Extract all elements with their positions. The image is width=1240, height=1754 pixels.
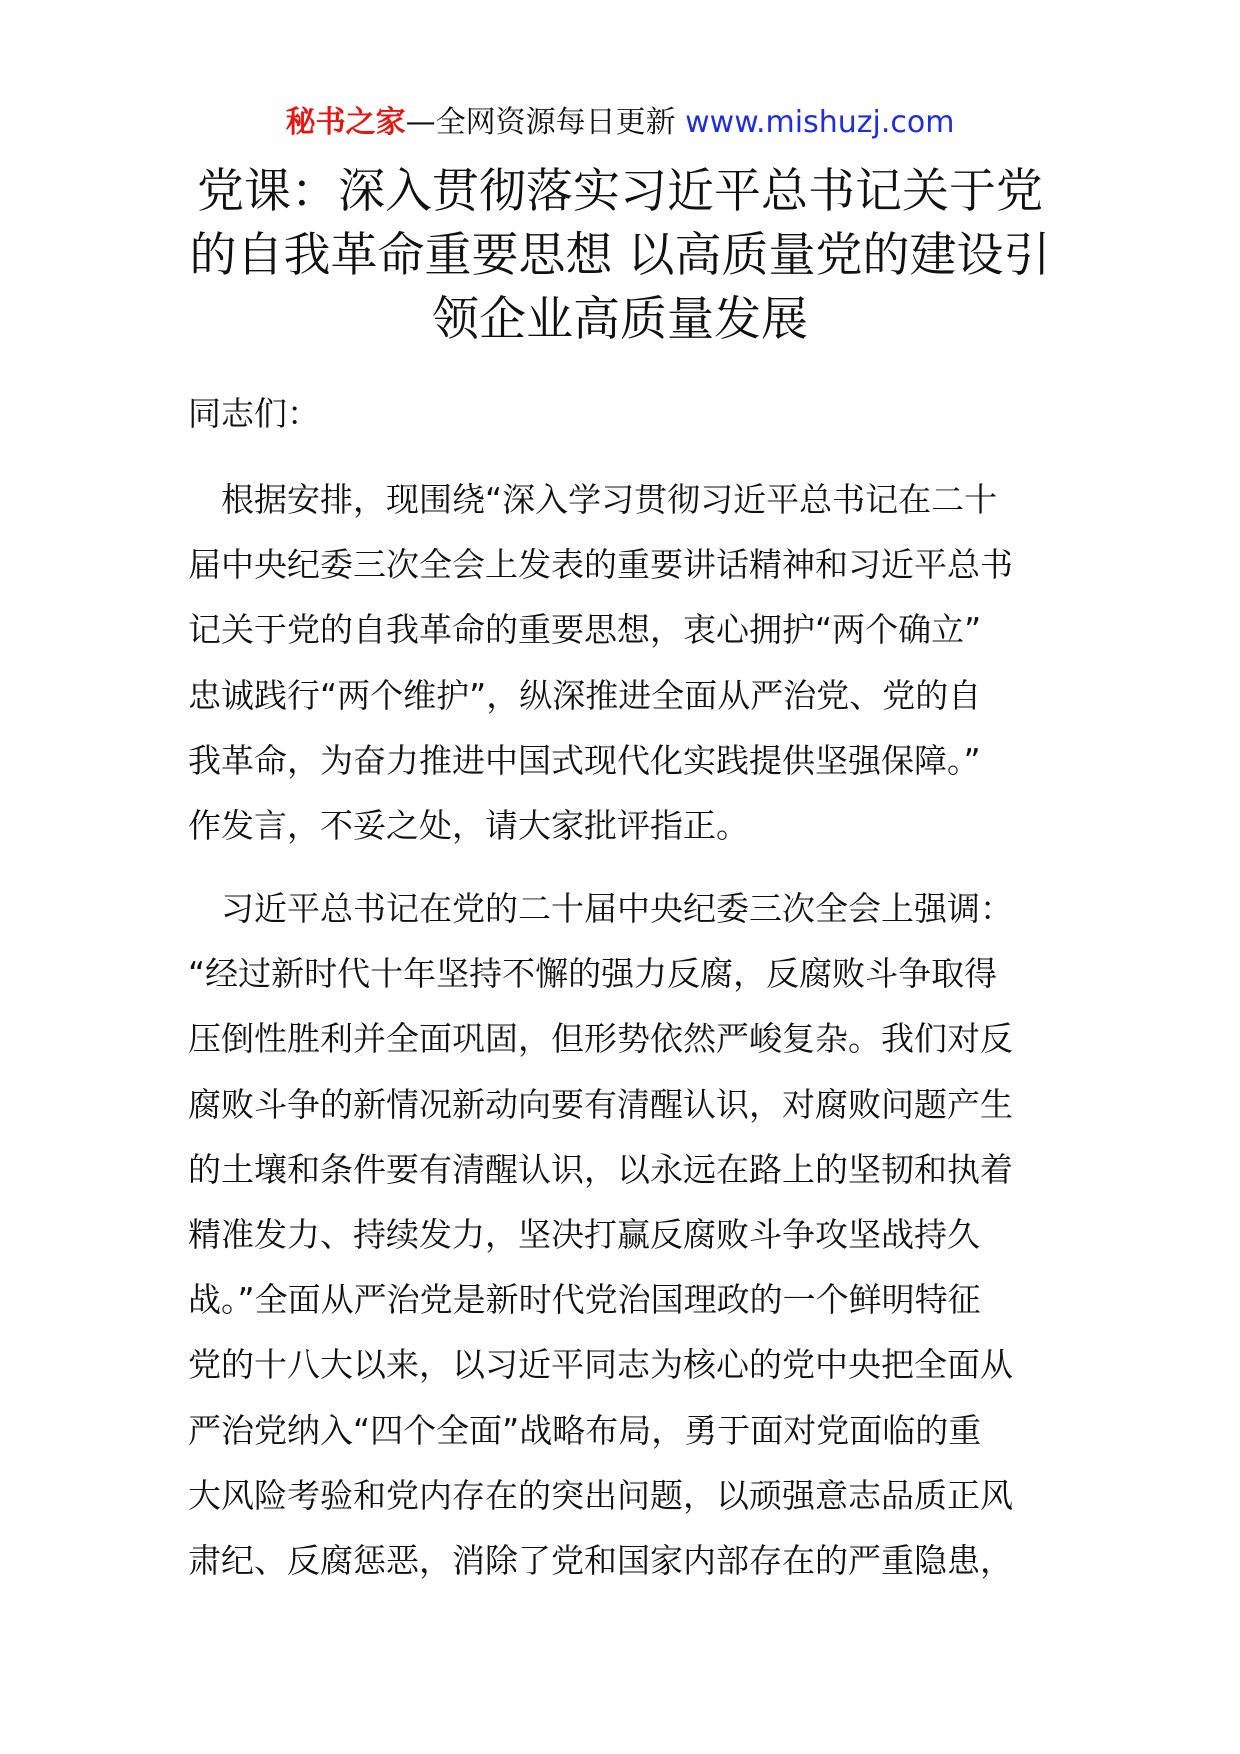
paragraph-line: 战。”全面从严治党是新时代党治国理政的一个鲜明特征 [188, 1280, 981, 1320]
paragraph-line: 根据安排，现围绕“深入学习贯彻习近平总书记在二十 [188, 480, 998, 519]
paragraph-line: 我革命，为奋力推进中国式现代化实践提供坚强保障。” [188, 740, 981, 780]
title-line: 党课：深入贯彻落实习近平总书记关于党 [197, 164, 1043, 219]
paragraph-line: 精准发力、持续发力，坚决打赢反腐败斗争攻坚战持久 [188, 1214, 980, 1254]
paragraph-line: 肃纪、反腐惩恶，消除了党和国家内部存在的严重隐患， [188, 1540, 1013, 1580]
title-line: 领企业高质量发展 [432, 292, 808, 347]
salutation: 同志们： [188, 394, 320, 433]
banner-url-link[interactable]: www.mishuzj.com [685, 105, 955, 140]
paragraph-line: 的土壤和条件要有清醒认识，以永远在路上的坚韧和执着 [188, 1149, 1013, 1189]
paragraph-line: 届中央纪委三次全会上发表的重要讲话精神和习近平总书 [188, 545, 1013, 585]
paragraph-line: 党的十八大以来，以习近平同志为核心的党中央把全面从 [188, 1345, 1013, 1385]
paragraph-line: 腐败斗争的新情况新动向要有清醒认识，对腐败问题产生 [188, 1084, 1013, 1124]
paragraph-line: 严治党纳入“四个全面”战略布局，勇于面对党面临的重 [188, 1410, 982, 1450]
document-title [150, 160, 1090, 352]
paragraph-line: 记关于党的自我革命的重要思想，衷心拥护“两个确立” [188, 610, 982, 650]
paragraph-line: 习近平总书记在党的二十届中央纪委三次全会上强调： [188, 889, 1013, 928]
banner-brand: 秘书之家 [285, 105, 406, 140]
body-paragraph [188, 467, 1058, 858]
paragraph-line: “经过新时代十年坚持不懈的强力反腐，反腐败斗争取得 [188, 954, 998, 994]
title-line: 的自我革命重要思想 以高质量党的建设引 [189, 228, 1051, 283]
paragraph-line: 作发言，不妥之处，请大家批评指正。 [188, 805, 749, 845]
paragraph-line: 忠诚践行“两个维护”，纵深推进全面从严治党、党的自 [188, 675, 982, 715]
paragraph-line: 压倒性胜利并全面巩固，但形势依然严峻复杂。我们对反 [188, 1019, 1013, 1059]
body-paragraph [188, 876, 1058, 1593]
paragraph-line: 大风险考验和党内存在的突出问题，以顽强意志品质正风 [188, 1475, 1013, 1515]
header-banner [0, 102, 1240, 144]
banner-slogan: —全网资源每日更新 [405, 105, 686, 140]
